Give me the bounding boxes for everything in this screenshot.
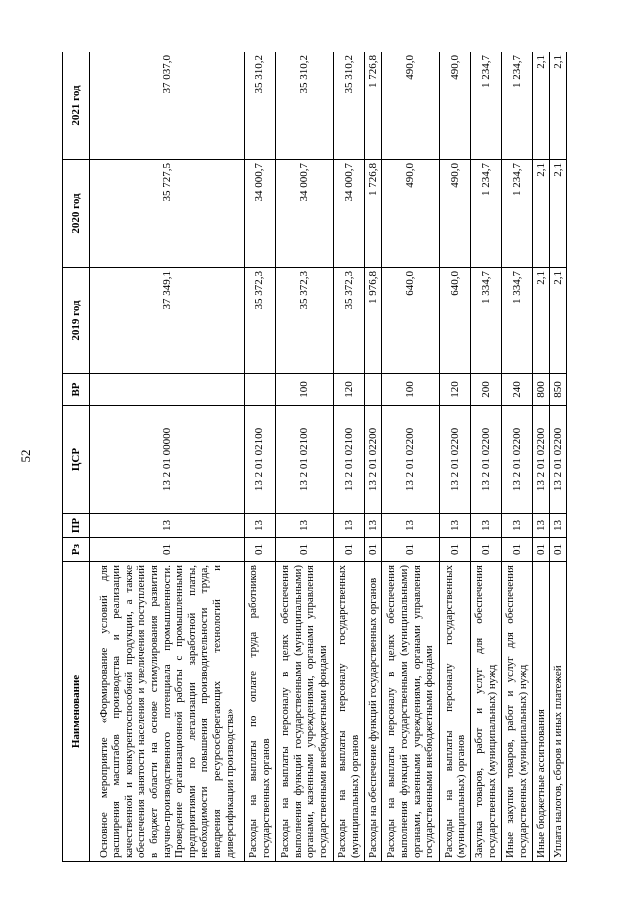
cell-csr: 13 2 01 02100 — [334, 406, 365, 514]
cell-vr — [364, 374, 381, 406]
cell-2020: 1 234,7 — [501, 160, 532, 268]
cell-pr: 13 — [532, 514, 549, 538]
cell-csr: 13 2 01 02100 — [244, 406, 275, 514]
table-row — [244, 52, 275, 862]
cell-2020: 2,1 — [532, 160, 549, 268]
cell-vr: 120 — [334, 374, 365, 406]
cell-csr: 13 2 01 02200 — [440, 406, 471, 514]
cell-name: Расходы на выплаты персоналу в целях обеспечения выполнения функций государственными (муниципальными) органами, казенными учреждениями, органами управления государственными внебюджетными фондами — [275, 562, 333, 862]
cell-2021: 1 726,8 — [364, 52, 381, 160]
cell-csr: 13 2 01 02200 — [471, 406, 502, 514]
cell-name: Закупка товаров, работ и услуг для обеспечения государственных (муниципальных) нужд — [471, 562, 502, 862]
cell-rz: 01 — [364, 538, 381, 562]
cell-2020: 34 000,7 — [334, 160, 365, 268]
cell-name: Основное мероприятие «Формирование условий для расширения масштабов производства и реализации качественной и конкурентоспособной продукции, а также обеспечения занятости населения и увеличения поступлений в бюджет области на основе стимулирования развития научно-производственного потенциала промышленности. Проведение организационной работы с промышленными предприятиями по легализации заработной платы, необходимости повышения производительности труда, внедрения ресурсосберегающих технологий и диверсификации производства» — [90, 562, 245, 862]
cell-pr: 13 — [364, 514, 381, 538]
cell-2019: 2,1 — [532, 268, 549, 374]
budget-table — [62, 52, 567, 862]
cell-2019: 1 334,7 — [501, 268, 532, 374]
cell-2019: 1 334,7 — [471, 268, 502, 374]
cell-vr: 200 — [471, 374, 502, 406]
cell-2019: 35 372,3 — [275, 268, 333, 374]
cell-pr: 13 — [275, 514, 333, 538]
cell-name: Расходы на обеспечение функций государственных органов — [364, 562, 381, 862]
cell-2019: 1 976,8 — [364, 268, 381, 374]
table-row — [275, 52, 333, 862]
cell-2021: 490,0 — [381, 52, 439, 160]
cell-2019: 640,0 — [381, 268, 439, 374]
cell-rz: 01 — [532, 538, 549, 562]
cell-rz: 01 — [381, 538, 439, 562]
cell-name: Иные закупки товаров, работ и услуг для обеспечения государственных (муниципальных) нужд — [501, 562, 532, 862]
header-2020: 2020 год — [63, 160, 90, 268]
cell-2021: 1 234,7 — [501, 52, 532, 160]
table-row — [334, 52, 365, 862]
cell-pr: 13 — [90, 514, 245, 538]
cell-2021: 1 234,7 — [471, 52, 502, 160]
cell-pr: 13 — [244, 514, 275, 538]
cell-2019: 37 349,1 — [90, 268, 245, 374]
header-vr: ВР — [63, 374, 90, 406]
cell-pr: 13 — [501, 514, 532, 538]
table-row — [90, 52, 245, 862]
cell-2020: 490,0 — [381, 160, 439, 268]
cell-2019: 35 372,3 — [244, 268, 275, 374]
cell-csr: 13 2 01 02200 — [364, 406, 381, 514]
cell-2021: 2,1 — [532, 52, 549, 160]
table-row — [549, 52, 566, 862]
cell-2020: 34 000,7 — [244, 160, 275, 268]
rotated-table-frame — [62, 52, 567, 862]
cell-2020: 1 234,7 — [471, 160, 502, 268]
cell-name: Иные бюджетные ассигнования — [532, 562, 549, 862]
cell-rz: 01 — [440, 538, 471, 562]
header-2021: 2021 год — [63, 52, 90, 160]
cell-name: Уплата налогов, сборов и иных платежей — [549, 562, 566, 862]
cell-name: Расходы на выплаты персоналу государственных (муниципальных) органов — [440, 562, 471, 862]
cell-name: Расходы на выплаты персоналу в целях обеспечения выполнения функций государственными (муниципальными) органами, казенными учреждениями, органами управления государственными внебюджетными фондами — [381, 562, 439, 862]
header-pr: ПР — [63, 514, 90, 538]
cell-name: Расходы на выплаты персоналу государственных (муниципальных) органов — [334, 562, 365, 862]
cell-rz: 01 — [471, 538, 502, 562]
cell-rz: 01 — [275, 538, 333, 562]
cell-2019: 640,0 — [440, 268, 471, 374]
cell-2019: 2,1 — [549, 268, 566, 374]
header-csr: ЦСР — [63, 406, 90, 514]
cell-2021: 35 310,2 — [244, 52, 275, 160]
cell-2020: 2,1 — [549, 160, 566, 268]
cell-vr: 120 — [440, 374, 471, 406]
cell-rz: 01 — [90, 538, 245, 562]
cell-vr: 800 — [532, 374, 549, 406]
table-row — [440, 52, 471, 862]
cell-rz: 01 — [334, 538, 365, 562]
cell-pr: 13 — [549, 514, 566, 538]
cell-vr — [90, 374, 245, 406]
cell-2021: 37 037,0 — [90, 52, 245, 160]
cell-2021: 35 310,2 — [275, 52, 333, 160]
cell-name: Расходы на выплаты по оплате труда работников государственных органов — [244, 562, 275, 862]
header-rz: Рз — [63, 538, 90, 562]
rotated-table-inner — [62, 52, 567, 862]
table-row — [364, 52, 381, 862]
page-number: 52 — [18, 449, 33, 463]
cell-rz: 01 — [501, 538, 532, 562]
table-header-row — [63, 52, 90, 862]
cell-pr: 13 — [334, 514, 365, 538]
cell-pr: 13 — [471, 514, 502, 538]
table-row — [501, 52, 532, 862]
table-row — [381, 52, 439, 862]
cell-2020: 490,0 — [440, 160, 471, 268]
cell-vr: 850 — [549, 374, 566, 406]
cell-2021: 490,0 — [440, 52, 471, 160]
cell-vr: 100 — [381, 374, 439, 406]
table-row — [532, 52, 549, 862]
cell-csr: 13 2 01 02100 — [275, 406, 333, 514]
cell-2020: 35 727,5 — [90, 160, 245, 268]
cell-csr: 13 2 01 02200 — [549, 406, 566, 514]
cell-2021: 2,1 — [549, 52, 566, 160]
cell-csr: 13 2 01 02200 — [532, 406, 549, 514]
cell-2019: 35 372,3 — [334, 268, 365, 374]
cell-pr: 13 — [381, 514, 439, 538]
cell-csr: 13 2 01 02200 — [381, 406, 439, 514]
cell-vr — [244, 374, 275, 406]
header-name: Наименование — [63, 562, 90, 862]
cell-csr: 13 2 01 02200 — [501, 406, 532, 514]
cell-vr: 100 — [275, 374, 333, 406]
cell-csr: 13 2 01 00000 — [90, 406, 245, 514]
cell-rz: 01 — [244, 538, 275, 562]
cell-vr: 240 — [501, 374, 532, 406]
cell-2021: 35 310,2 — [334, 52, 365, 160]
table-row — [471, 52, 502, 862]
cell-rz: 01 — [549, 538, 566, 562]
cell-pr: 13 — [440, 514, 471, 538]
header-2019: 2019 год — [63, 268, 90, 374]
cell-2020: 34 000,7 — [275, 160, 333, 268]
cell-2020: 1 726,8 — [364, 160, 381, 268]
